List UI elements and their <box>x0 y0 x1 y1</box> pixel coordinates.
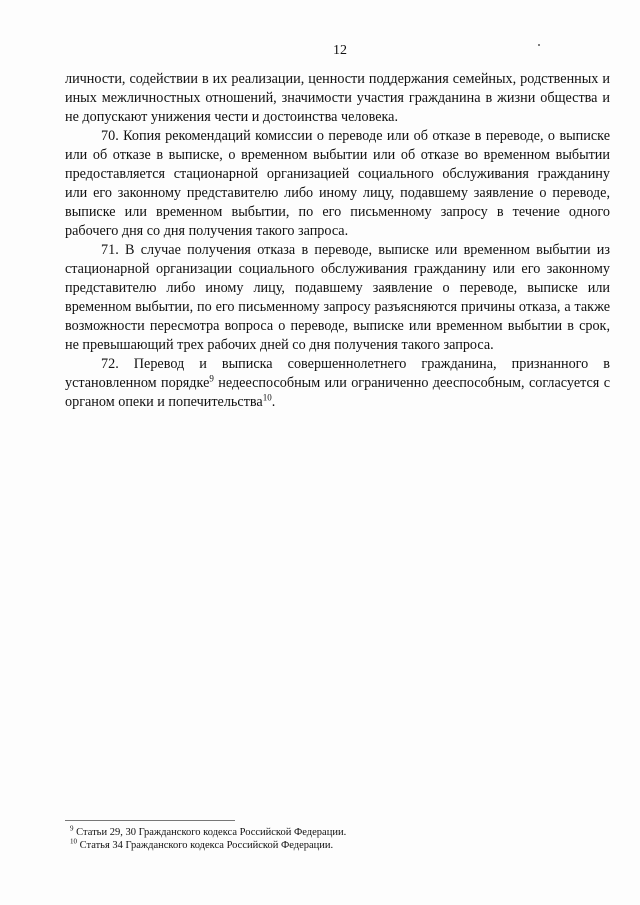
paragraph-72-text-c: . <box>271 394 276 410</box>
page-number: 12 <box>333 43 347 58</box>
paragraph-70: 70. Копия рекомендаций комиссии о переводе или об отказе в переводе, о выписке или об отказе в выписке, о временном выбытии или об отказе во временном выбытии предоставляется стационарной организацией социального обслуживания гражданину или его законному представителю либо иному лицу, подавшему заявление о переводе, выписке или временном выбытии, по его письменному запросу в течение одного рабочего дня со дня получения такого запроса. <box>65 128 610 239</box>
footnote-text: Статья 34 Гражданского кодекса Российской Федерации. <box>77 840 334 851</box>
footnote-separator <box>65 820 235 821</box>
footnote-text: Статьи 29, 30 Гражданского кодекса Российской Федерации. <box>73 827 347 838</box>
footnote-mark: 9 <box>70 824 74 833</box>
footnote-10 <box>70 839 590 852</box>
footnote-ref-10: 10 <box>262 392 272 403</box>
footnote-9 <box>70 826 590 839</box>
paragraph-72-text-b: недееспособным или ограниченно дееспособным, согласуется с органом опеки и попечительства <box>65 375 610 410</box>
document-body <box>65 70 610 412</box>
paragraph-72-text-a: 72. Перевод и выписка совершеннолетнего гражданина, признанного в установленном порядке <box>65 356 610 391</box>
footnote-mark: 10 <box>70 837 77 846</box>
footnote-ref-9: 9 <box>209 373 214 384</box>
footnotes <box>70 826 590 852</box>
paragraph-71: 71. В случае получения отказа в переводе, выписке или временном выбытии из стационарной организации социального обслуживания гражданину или его законному представителю либо иному лицу, подавшему заявление о переводе, выписке или временном выбытии, по его письменному запросу разъясняются причины отказа, а также возможности пересмотра вопроса о переводе, выписке или временном выбытии в срок, не превышающий трех рабочих дней со дня получения такого запроса. <box>65 242 610 353</box>
scan-speck <box>538 44 540 46</box>
paragraph-72 <box>65 355 610 412</box>
paragraph-continuation: личности, содействии в их реализации, ценности поддержания семейных, родственных и иных межличностных отношений, значимости участия гражданина в жизни общества и не допускают унижения чести и достоинства человека. <box>65 71 610 125</box>
